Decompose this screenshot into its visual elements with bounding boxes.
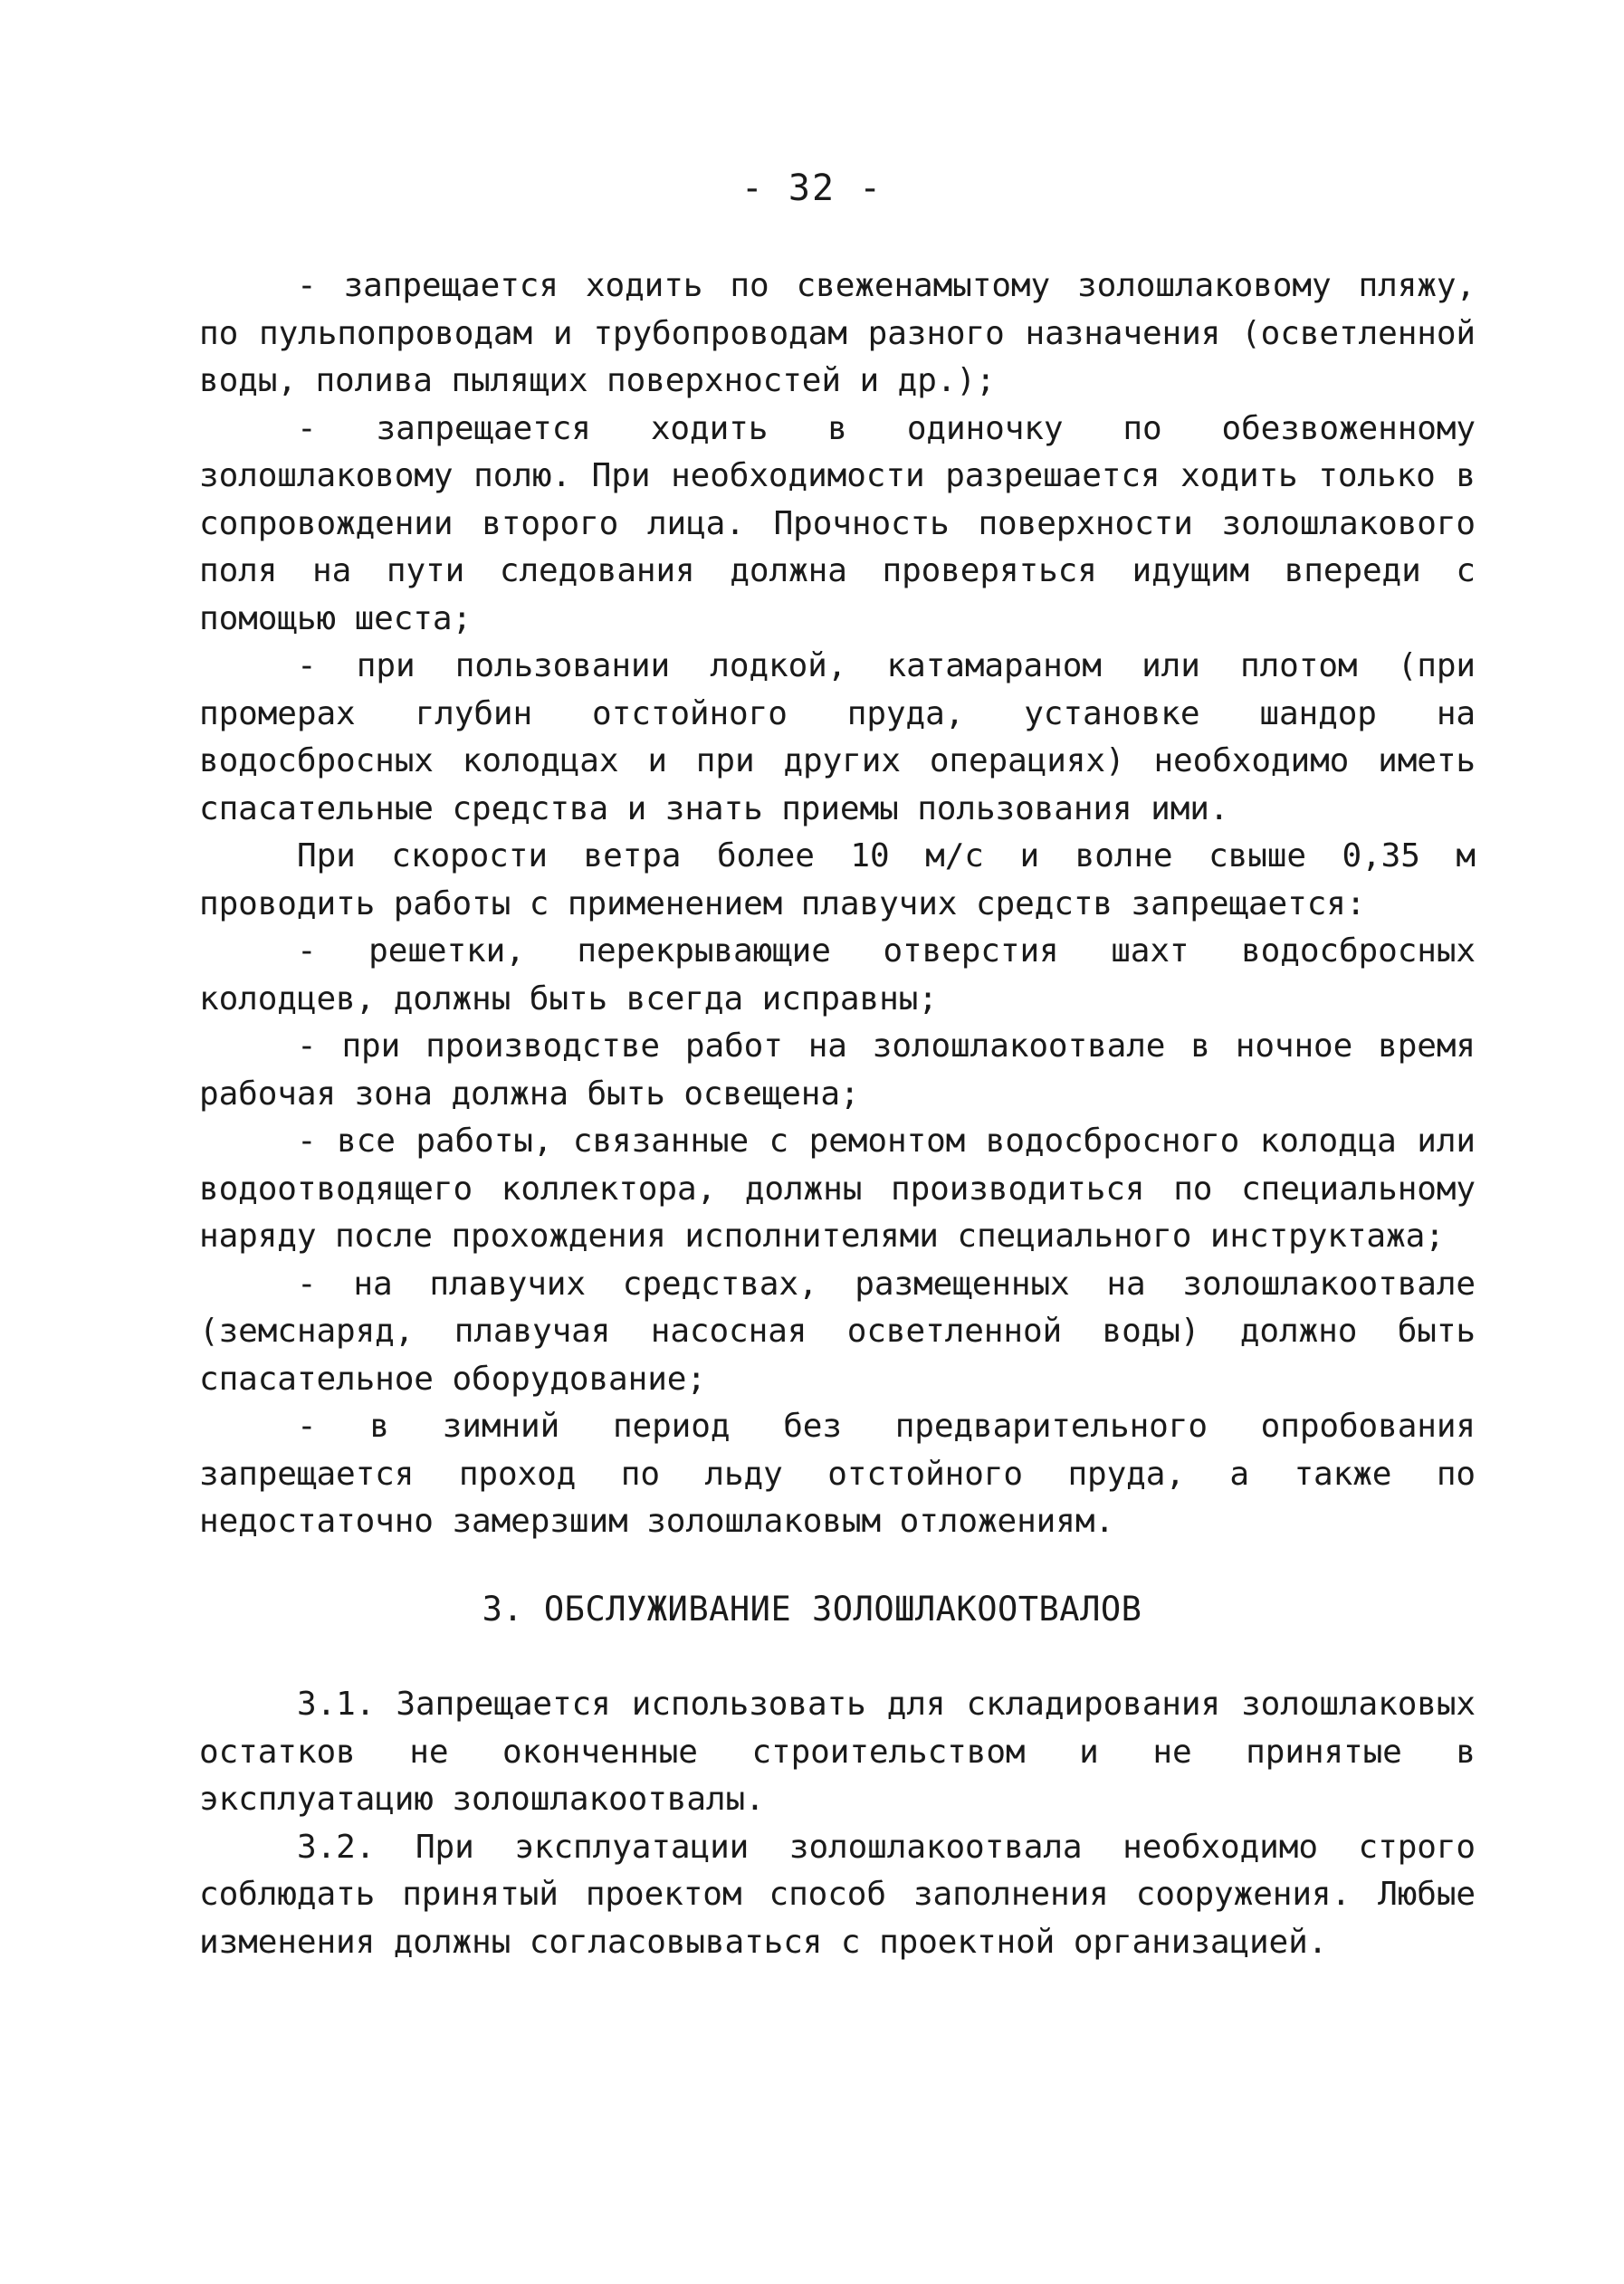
rule-paragraph: - запрещается ходить по свеженамытому золошлаковому пляжу, по пульпопроводам и трубопроводам разного назначения (осветленной воды, полива пылящих поверхностей и др.); xyxy=(199,267,1476,399)
section-heading: 3. ОБСЛУЖИВАНИЕ ЗОЛОШЛАКООТВАЛОВ xyxy=(482,1590,1142,1629)
rule-paragraph: - запрещается ходить в одиночку по обезвоженному золошлаковому полю. При необходимости разрешается ходить только в сопровождении второго лица. Прочность поверхности золошлакового поля на пути следования должна проверяться идущим впереди с помощью шеста; xyxy=(199,409,1476,637)
safety-rules-block xyxy=(199,263,1476,1546)
section-3-block xyxy=(199,1681,1476,1966)
rule-paragraph: - на плавучих средствах, размещенных на золошлакоотвале (земснаряд, плавучая насосная осветленной воды) должно быть спасательное оборудование; xyxy=(199,1265,1476,1398)
rule-paragraph: - решетки, перекрывающие отверстия шахт водосбросных колодцев, должны быть всегда исправны; xyxy=(199,932,1476,1018)
clause-3-2: 3.2. При эксплуатации золошлакоотвала необходимо строго соблюдать принятый проектом способ заполнения сооружения. Любые изменения должны согласовываться с проектной организацией. xyxy=(199,1828,1476,1961)
wind-restriction-paragraph: При скорости ветра более 10 м/с и волне свыше 0,35 м проводить работы с применением плавучих средств запрещается: xyxy=(199,837,1476,922)
rule-paragraph: - в зимний период без предварительного опробования запрещается проход по льду отстойного пруда, а также по недостаточно замерзшим золошлаковым отложениям. xyxy=(199,1408,1476,1540)
rule-paragraph: - все работы, связанные с ремонтом водосбросного колодца или водоотводящего коллектора, должны производиться по специальному наряду после прохождения исполнителями специального инструктажа; xyxy=(199,1123,1476,1255)
clause-3-1: 3.1. Запрещается использовать для складирования золошлаковых остатков не оконченные строительством и не принятые в эксплуатацию золошлакоотвалы. xyxy=(199,1686,1476,1818)
page-number: - 32 - xyxy=(740,167,884,209)
rule-paragraph: - при пользовании лодкой, катамараном или плотом (при промерах глубин отстойного пруда, установке шандор на водосбросных колодцах и при других операциях) необходимо иметь спасательные средства и знать приемы пользования ими. xyxy=(199,647,1476,827)
rule-paragraph: - при производстве работ на золошлакоотвале в ночное время рабочая зона должна быть освещена; xyxy=(199,1027,1476,1113)
